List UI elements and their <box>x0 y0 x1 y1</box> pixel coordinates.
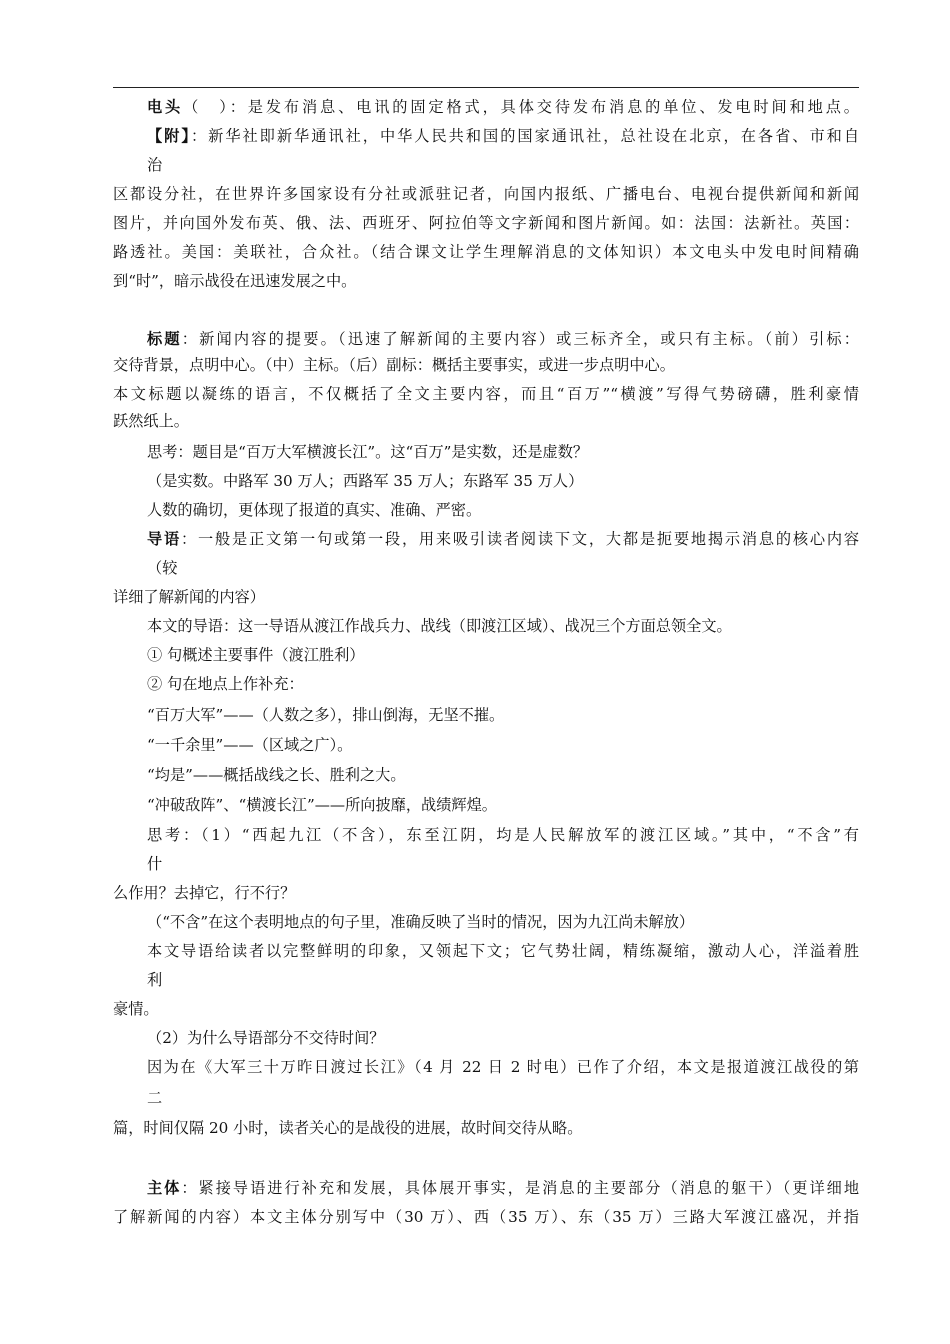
line-text: （2）为什么导语部分不交待时间？ <box>147 1029 385 1047</box>
line-text: ：新华社即新华通讯社，中华人民共和国的国家通讯社，总社设在北京，在各省、市和自 <box>190 127 859 145</box>
line-l04 <box>113 184 859 204</box>
line-text: 本文的导语：这一导语从渡江作战兵力、战线（即渡江区域）、战况三个方面总领全文。 <box>147 617 732 635</box>
line-text: 什 <box>147 855 163 873</box>
line-l27 <box>113 883 859 903</box>
heading-fu: 【附】 <box>147 127 191 145</box>
line-text: “百万大军”——（人数之多），排山倒海，无坚不摧。 <box>147 706 505 724</box>
line-text: 治 <box>147 156 163 174</box>
line-l14 <box>147 500 859 520</box>
line-text: （“不含”在这个表明地点的句子里，准确反映了当时的情况，因为九江尚未解放） <box>147 913 695 931</box>
heading-biao-ti: 标题 <box>147 330 182 348</box>
line-l22 <box>147 735 859 755</box>
line-l13 <box>147 471 859 491</box>
line-l15 <box>147 529 859 549</box>
line-l32 <box>147 1028 859 1048</box>
line-text: （是实数。中路军 30 万人；西路军 35 万人；东路军 35 万人） <box>147 472 584 490</box>
line-text: 图片，并向国外发布英、俄、法、西班牙、阿拉伯等文字新闻和图片新闻。如：法国：法新社。英国： <box>113 214 859 232</box>
line-text: （ ）：是发布消息、电讯的固定格式，具体交待发布消息的单位、发电时间和地点。 <box>183 98 859 116</box>
line-l30 <box>147 970 859 990</box>
line-text: 人数的确切，更体现了报道的真实、准确、严密。 <box>147 501 482 519</box>
line-l25 <box>147 825 859 845</box>
line-l36 <box>147 1178 859 1198</box>
line-text: 利 <box>147 971 163 989</box>
heading-dao-yu: 导语 <box>147 530 181 548</box>
line-l37 <box>113 1207 859 1227</box>
line-text: 本文标题以凝练的语言，不仅概括了全文主要内容，而且“百万”“横渡”写得气势磅礴，胜利豪情 <box>113 385 859 403</box>
line-text: “冲破敌阵”、“横渡长江”——所向披靡，战绩辉煌。 <box>147 796 497 814</box>
line-l08 <box>147 329 859 349</box>
line-l34 <box>147 1088 859 1108</box>
line-text: 思考：题目是“百万大军横渡长江”。这“百万”是实数，还是虚数？ <box>147 443 589 461</box>
line-l02 <box>147 126 859 146</box>
line-text: 二 <box>147 1089 163 1107</box>
header-rule <box>113 87 859 88</box>
line-l23 <box>147 765 859 785</box>
line-text: ① 句概述主要事件（渡江胜利） <box>147 646 365 664</box>
line-l29 <box>147 941 859 961</box>
line-text: 因为在《大军三十万昨日渡过长江》（4 月 22 日 2 时电）已作了介绍，本文是报道渡江战役的第 <box>147 1058 859 1076</box>
line-text: 了解新闻的内容）本文主体分别写中（30 万）、西（35 万）、东（35 万）三路大军渡江盛况，并指 <box>113 1208 859 1226</box>
line-text: 么作用？去掉它，行不行？ <box>113 884 296 902</box>
line-l24 <box>147 795 859 815</box>
line-l09 <box>113 355 859 375</box>
line-l05 <box>113 213 859 233</box>
line-text: 本文导语给读者以完整鲜明的印象，又领起下文；它气势壮阔，精练凝缩，激动人心，洋溢着胜 <box>147 942 859 960</box>
line-text: ：一般是正文第一句或第一段，用来吸引读者阅读下文，大都是扼要地揭示消息的核心内容 <box>181 530 859 548</box>
line-text: 豪情。 <box>113 1000 159 1018</box>
line-l21 <box>147 705 859 725</box>
line-l10 <box>113 384 859 404</box>
line-l17 <box>113 587 859 607</box>
line-l35 <box>113 1118 859 1138</box>
line-l12 <box>147 442 859 462</box>
line-l16 <box>147 558 859 578</box>
line-text: “均是”——概括战线之长、胜利之大。 <box>147 766 406 784</box>
line-text: （较 <box>147 559 178 577</box>
line-l31 <box>113 999 859 1019</box>
heading-dian-tou: 电头 <box>147 98 184 116</box>
line-text: 区都设分社，在世界许多国家设有分社或派驻记者，向国内报纸、广播电台、电视台提供新闻和新闻 <box>113 185 859 203</box>
line-text: 到“时”，暗示战役在迅速发展之中。 <box>113 272 357 290</box>
line-text: ② 句在地点上作补充： <box>147 675 304 693</box>
line-l18 <box>147 616 859 636</box>
heading-zhu-ti: 主体 <box>147 1179 182 1197</box>
line-text: 思考：（1）“西起九江（不含），东至江阴，均是人民解放军的渡江区域。”其中，“不含”有 <box>147 826 859 844</box>
line-l03 <box>147 155 859 175</box>
line-text: ：新闻内容的提要。（迅速了解新闻的主要内容）或三标齐全，或只有主标。（前）引标： <box>181 330 859 348</box>
line-l19 <box>147 645 859 665</box>
line-text: ：紧接导语进行补充和发展，具体展开事实，是消息的主要部分（消息的躯干）（更详细地 <box>181 1179 859 1197</box>
line-text: 路透社。美国：美联社，合众社。（结合课文让学生理解消息的文体知识）本文电头中发电时间精确 <box>113 243 859 261</box>
line-l11 <box>113 411 859 431</box>
line-text: 详细了解新闻的内容） <box>113 588 265 606</box>
line-l20 <box>147 674 859 694</box>
line-text: 篇，时间仅隔 20 小时，读者关心的是战役的进展，故时间交待从略。 <box>113 1119 583 1137</box>
line-text: 交待背景，点明中心。（中）主标。（后）副标：概括主要事实，或进一步点明中心。 <box>113 356 675 374</box>
line-l28 <box>147 912 859 932</box>
line-l26 <box>147 854 859 874</box>
line-l01 <box>147 97 859 117</box>
line-text: 跃然纸上。 <box>113 412 189 430</box>
line-l06 <box>113 242 859 262</box>
line-l07 <box>113 271 859 291</box>
line-text: “一千余里”——（区域之广）。 <box>147 736 353 754</box>
line-l33 <box>147 1057 859 1077</box>
